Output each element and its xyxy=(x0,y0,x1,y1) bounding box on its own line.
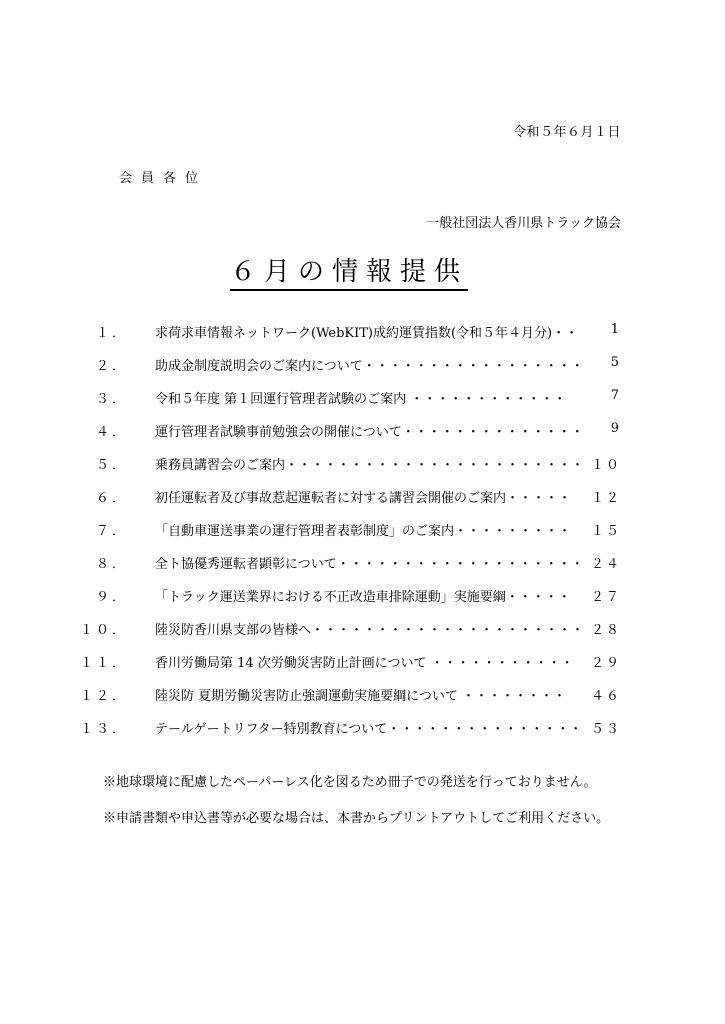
toc-item xyxy=(0,487,725,507)
toc-item xyxy=(0,322,725,342)
toc-item xyxy=(0,619,725,639)
toc-item xyxy=(0,355,725,375)
toc-item-page: ２４ xyxy=(590,557,621,572)
document-title: ６月の情報提供 xyxy=(230,257,468,291)
toc-item-number: ９． xyxy=(95,590,128,605)
toc-item-number: １０． xyxy=(79,623,128,638)
sender-organization: 一般社団法人香川県トラック協会 xyxy=(426,216,621,231)
toc-item-number: ４． xyxy=(95,425,128,440)
toc-item xyxy=(0,520,725,540)
toc-item-page: ２８ xyxy=(590,623,621,638)
toc-item-page: ４６ xyxy=(590,689,621,704)
toc-item-number: ５． xyxy=(95,458,128,473)
toc-item-text: 初任運転者及び事故惹起運転者に対する講習会開催のご案内・・・・・ xyxy=(155,491,572,506)
toc-item-text: 陸災防 夏期労働災害防止強調運動実施要綱について ・・・・・・・・ xyxy=(155,689,567,704)
note-paperless: ※地球環境に配慮したペーパーレス化を図るため冊子での発送を行っておりません。 xyxy=(103,775,597,790)
toc-item xyxy=(0,454,725,474)
toc-item-number: １３． xyxy=(79,722,128,737)
toc-item-number: １２． xyxy=(79,689,128,704)
toc-item-page: 5 xyxy=(610,355,621,370)
toc-item-text: 助成金制度説明会のご案内について・・・・・・・・・・・・・・・・・ xyxy=(155,359,584,374)
note-printout: ※申請書類や申込書等が必要な場合は、本書からプリントアウトしてご利用ください。 xyxy=(103,811,610,826)
toc-item-number: ７． xyxy=(95,524,128,539)
toc-item-text: 運行管理者試験事前勉強会の開催について・・・・・・・・・・・・・・ xyxy=(155,425,584,440)
toc-item-page: １０ xyxy=(590,458,621,473)
toc-item-page: １２ xyxy=(590,491,621,506)
addressee: 会員各位 xyxy=(119,171,208,186)
toc-item xyxy=(0,718,725,738)
toc-item-number: ２． xyxy=(95,359,128,374)
toc-item-page: ５３ xyxy=(590,722,621,737)
toc-item xyxy=(0,685,725,705)
toc-item-text: 全ト協優秀運転者顕彰について・・・・・・・・・・・・・・・・・・・ xyxy=(155,557,584,572)
toc-item-page: １５ xyxy=(590,524,621,539)
toc-item-number: ８． xyxy=(95,557,128,572)
toc-item-number: ６． xyxy=(95,491,128,506)
toc-item-text: 乗務員講習会のご案内・・・・・・・・・・・・・・・・・・・・・・・ xyxy=(155,458,585,473)
toc-item-text: テールゲートリフター特別教育について・・・・・・・・・・・・・・・ xyxy=(155,722,583,737)
toc-item-page: ２９ xyxy=(590,656,621,671)
toc-item-number: １１． xyxy=(79,656,128,671)
toc-item-page: ２７ xyxy=(590,590,621,605)
toc-item-page: 1 xyxy=(610,322,621,337)
toc-item xyxy=(0,586,725,606)
toc-item xyxy=(0,652,725,672)
toc-item xyxy=(0,421,725,441)
toc-item xyxy=(0,553,725,573)
toc-item-text: 香川労働局第 14 次労働災害防止計画について ・・・・・・・・・・・ xyxy=(155,656,574,671)
toc-item-number: １． xyxy=(95,326,128,341)
toc-item-text: 陸災防香川県支部の皆様へ・・・・・・・・・・・・・・・・・・・・・ xyxy=(155,623,585,638)
toc-item xyxy=(0,388,725,408)
toc-item-text: 令和５年度 第１回運行管理者試験のご案内 ・・・・・・・・・・・・ xyxy=(155,392,567,407)
toc-item-page: 7 xyxy=(610,388,621,403)
toc-item-number: ３． xyxy=(95,392,128,407)
toc-item-page: 9 xyxy=(610,421,621,436)
toc-item-text: 「トラック運送業界における不正改造車排除運動」実施要綱・・・・・ xyxy=(155,590,571,605)
toc-item-text: 「自動車運送事業の運行管理者表彰制度」のご案内・・・・・・・・・ xyxy=(155,524,572,539)
document-date: 令和５年６月１日 xyxy=(512,125,621,140)
toc-item-text: 求荷求車情報ネットワーク(WebKIT)成約運賃指数(令和５年４月分)・・ xyxy=(155,326,579,341)
